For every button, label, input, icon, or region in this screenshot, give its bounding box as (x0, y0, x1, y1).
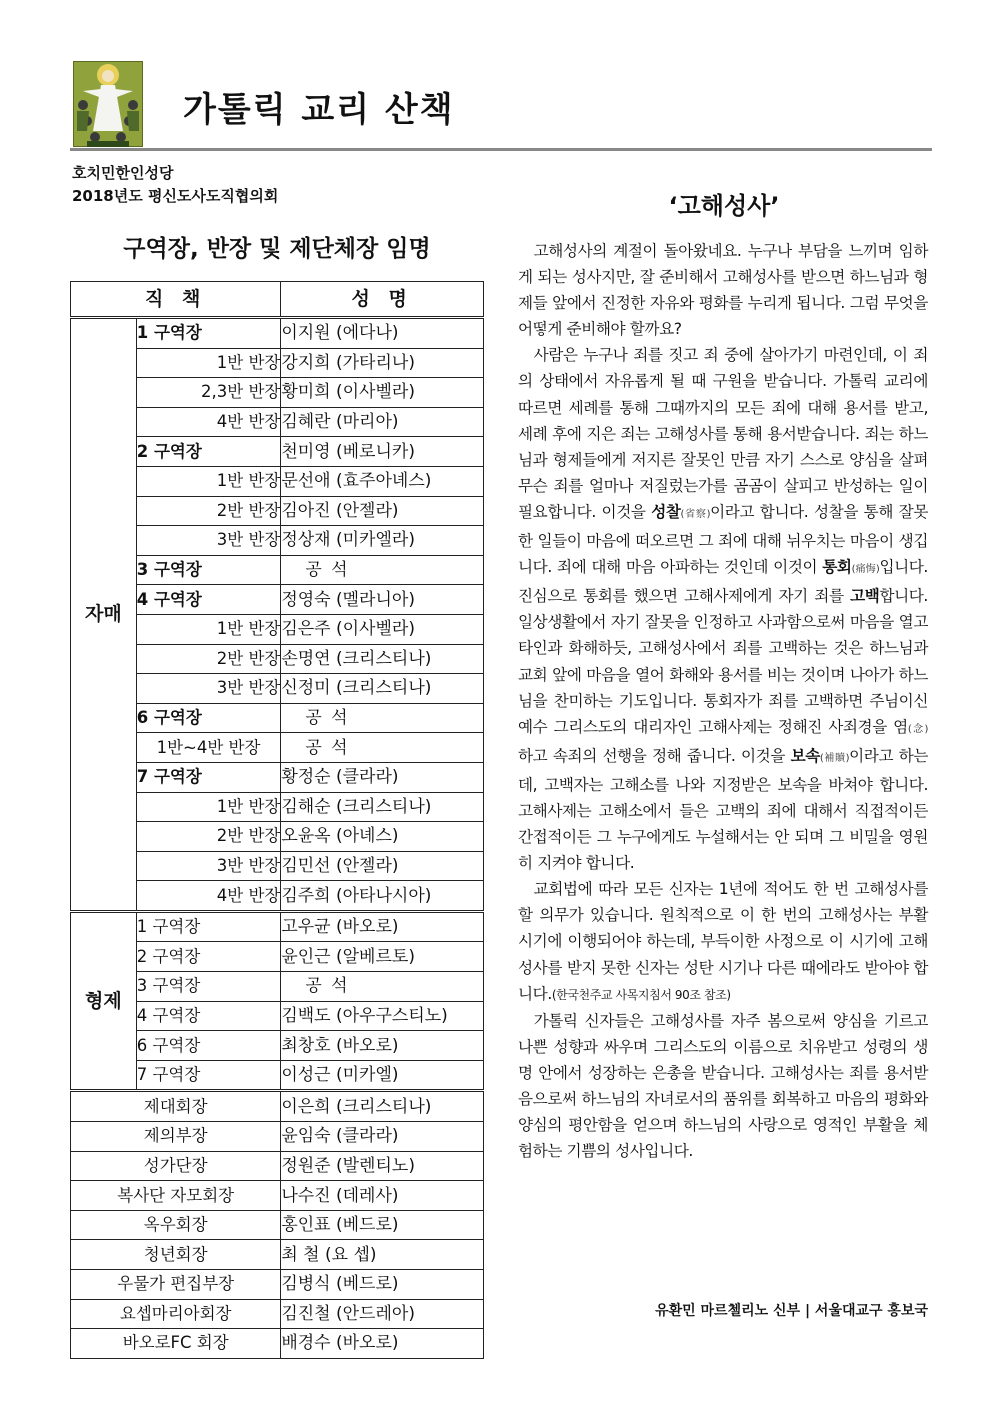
position-cell: 복사단 자모회장 (71, 1181, 281, 1211)
name-cell: 신정미 (크리스티나) (281, 674, 484, 704)
table-row (71, 1122, 484, 1152)
name-cell: 황미희 (이사벨라) (281, 378, 484, 408)
name-cell: 최창호 (바오로) (281, 1031, 484, 1061)
name-cell: 이은희 (크리스티나) (281, 1091, 484, 1122)
table-row (71, 1151, 484, 1181)
position-cell: 3 구역장 (136, 555, 281, 585)
article-title: ‘고해성사’ (668, 192, 780, 220)
table-row (71, 318, 484, 349)
table-row (71, 1240, 484, 1270)
position-cell: 7 구역장 (136, 1060, 281, 1091)
article-paragraph: 가톨릭 신자들은 고해성사를 자주 봄으로써 양심을 기르고 나쁜 성향과 싸우며 그리스도의 이름으로 치유받고 성령의 생명 안에서 성장하는 은총을 받습니다. 고해성사는 죄를 용서받음으로써 하느님의 자녀로서의 품위를 회복하고 마음의 평화와 양심의 평안함을 얻으며 하느님의 사랑으로 영적인 부활을 체험하는 기쁨의 성사입니다. (518, 1011, 928, 1161)
name-cell: 강지희 (가타리나) (281, 348, 484, 378)
appointment-table (70, 281, 484, 1359)
position-cell: 1반 반장 (136, 348, 281, 378)
article-body (518, 238, 928, 1164)
position-cell: 2,3반 반장 (136, 378, 281, 408)
name-cell: 황정순 (클라라) (281, 762, 484, 792)
position-cell: 2반 반장 (136, 822, 281, 852)
name-cell: 고우균 (바오로) (281, 911, 484, 942)
name-cell: 최 철 (요 셉) (281, 1240, 484, 1270)
table-row (71, 911, 484, 942)
name-cell: 정원준 (발렌티노) (281, 1151, 484, 1181)
name-cell: 김은주 (이사벨라) (281, 614, 484, 644)
position-cell: 1반~4반 반장 (136, 733, 281, 763)
name-column-header: 성 명 (281, 282, 484, 318)
name-cell: 김진철 (안드레아) (281, 1299, 484, 1329)
name-cell: 손명연 (크리스티나) (281, 644, 484, 674)
name-cell: 정상재 (미카엘라) (281, 526, 484, 556)
position-cell: 성가단장 (71, 1151, 281, 1181)
name-cell: 문선애 (효주아녜스) (281, 466, 484, 496)
name-cell: 윤인근 (알베르토) (281, 942, 484, 972)
position-cell: 우물가 편집부장 (71, 1270, 281, 1300)
name-cell: 김혜란 (마리아) (281, 407, 484, 437)
author-credit: 유환민 마르첼리노 신부 | 서울대교구 홍보국 (655, 1303, 928, 1319)
position-cell: 4반 반장 (136, 407, 281, 437)
name-cell: 공 석 (281, 972, 484, 1002)
name-cell: 김백도 (아우구스티노) (281, 1001, 484, 1031)
table-row (71, 1299, 484, 1329)
name-cell: 오윤옥 (아녜스) (281, 822, 484, 852)
position-cell: 2반 반장 (136, 496, 281, 526)
table-row (71, 1181, 484, 1211)
position-cell: 6 구역장 (136, 703, 281, 733)
position-cell: 1반 반장 (136, 614, 281, 644)
position-cell: 2반 반장 (136, 644, 281, 674)
position-cell: 4 구역장 (136, 1001, 281, 1031)
position-cell: 1반 반장 (136, 466, 281, 496)
table-row (71, 1270, 484, 1300)
article-paragraph: 교회법에 따라 모든 신자는 1년에 적어도 한 번 고해성사를 할 의무가 있습니다. 원칙적으로 이 한 번의 고해성사는 부활 시기에 이행되어야 하는데, 부득이한 사정으로 이 시기에 고해성사를 받지 못한 신자는 성탄 시기나 다른 때에라도 받아야 합니다.(한국천주교 사목지침서 90조 참조) (518, 880, 928, 1003)
parish-name: 호치민한인성당 (72, 164, 174, 182)
table-row (71, 1210, 484, 1240)
position-cell: 1 구역장 (136, 318, 281, 349)
name-cell: 정영숙 (멜라니아) (281, 585, 484, 615)
name-cell: 김병식 (베드로) (281, 1270, 484, 1300)
table-row (71, 1091, 484, 1122)
roster-title: 구역장, 반장 및 제단체장 임명 (123, 236, 431, 262)
article-paragraph: 고해성사의 계절이 돌아왔네요. 누구나 부담을 느끼며 임하게 되는 성사지만, 잘 준비해서 고해성사를 받으면 하느님과 형제들 앞에서 진정한 자유와 평화를 누리게 됩니다. 그럼 무엇을 어떻게 준비해야 할까요? (518, 242, 928, 339)
name-cell: 배경수 (바오로) (281, 1329, 484, 1359)
name-cell: 윤임숙 (클라라) (281, 1122, 484, 1152)
position-cell: 3반 반장 (136, 674, 281, 704)
position-cell: 4 구역장 (136, 585, 281, 615)
position-column-header: 직 책 (71, 282, 281, 318)
group-label-sisters: 자매 (71, 318, 137, 912)
table-header-row (71, 282, 484, 318)
position-cell: 2 구역장 (136, 942, 281, 972)
position-cell: 요셉마리아회장 (71, 1299, 281, 1329)
group-label-brothers: 형제 (71, 911, 137, 1091)
name-cell: 천미영 (베로니카) (281, 437, 484, 467)
name-cell: 공 석 (281, 703, 484, 733)
page-title: 가톨릭 교리 산책 (183, 90, 455, 130)
position-cell: 2 구역장 (136, 437, 281, 467)
organization-info (72, 162, 278, 208)
name-cell: 이지원 (에다나) (281, 318, 484, 349)
name-cell: 김아진 (안젤라) (281, 496, 484, 526)
name-cell: 홍인표 (베드로) (281, 1210, 484, 1240)
name-cell: 나수진 (데레사) (281, 1181, 484, 1211)
name-cell: 이성근 (미카엘) (281, 1060, 484, 1091)
term-bosok: 보속 (790, 746, 820, 765)
article-paragraph: 사람은 누구나 죄를 짓고 죄 중에 살아가기 마련인데, 이 죄의 상태에서 자유롭게 될 때 구원을 받습니다. 가톨릭 교리에 따르면 세례를 통해 그때까지의 모든 죄에 대해 용서를 받고, 세례 후에 지은 죄는 고해성사를 통해 용서받습니다. 죄는 하느님과 형제들에게 저지른 잘못인 만큼 자기 스스로 양심을 살펴 무슨 죄를 얼마나 저질렀는가를 곰곰이 살피고 반성하는 일이 필요합니다. 이것을 성찰(省察)이라고 합니다. 성찰을 통해 잘못한 일들이 마음에 떠오르면 그 죄에 대해 뉘우치는 마음이 생깁니다. 죄에 대해 마음 아파하는 것인데 이것이 통회(痛悔)입니다. 진심으로 통회를 했으면 고해사제에게 자기 죄를 고백합니다. 일상생활에서 자기 잘못을 인정하고 사과함으로써 마음을 열고 타인과 화해하듯, 고해성사에서 죄를 고백하는 것은 하느님과 교회 앞에 마음을 열어 화해와 용서를 비는 것이며 나아가 하느님을 찬미하는 기도입니다. 통회자가 죄를 고백하면 주님이신 예수 그리스도의 대리자인 고해사제는 정해진 사죄경을 염(念)하고 속죄의 선행을 정해 줍니다. 이것을 보속(補贖)이라고 하는데, 고백자는 고해소를 나와 지정받은 보속을 바쳐야 합니다. 고해사제는 고해소에서 들은 고백의 죄에 대해서 직접적이든 간접적이든 그 누구에게도 누설해서는 안 되며 그 비밀을 영원히 지켜야 합니다. (518, 346, 929, 873)
name-cell: 김민선 (안젤라) (281, 851, 484, 881)
position-cell: 바오로FC 회장 (71, 1329, 281, 1359)
name-cell: 공 석 (281, 555, 484, 585)
position-cell: 제대회장 (71, 1091, 281, 1122)
position-cell: 1 구역장 (136, 911, 281, 942)
term-tonghoe: 통회 (822, 558, 852, 577)
position-cell: 1반 반장 (136, 792, 281, 822)
roster-body (71, 318, 484, 1359)
position-cell: 제의부장 (71, 1122, 281, 1152)
position-cell: 3반 반장 (136, 851, 281, 881)
name-cell: 김주희 (아타나시아) (281, 881, 484, 912)
council-name: 2018년도 평신도사도직협의회 (72, 187, 279, 205)
term-seongchal: 성찰 (651, 502, 681, 521)
header-divider (70, 148, 932, 151)
reference-note: (한국천주교 사목지침서 90조 참조) (551, 987, 731, 1002)
position-cell: 4반 반장 (136, 881, 281, 912)
position-cell: 청년회장 (71, 1240, 281, 1270)
position-cell: 7 구역장 (136, 762, 281, 792)
position-cell: 3 구역장 (136, 972, 281, 1002)
position-cell: 3반 반장 (136, 526, 281, 556)
position-cell: 옥우회장 (71, 1210, 281, 1240)
name-cell: 김해순 (크리스티나) (281, 792, 484, 822)
parish-logo-image (73, 61, 143, 147)
name-cell: 공 석 (281, 733, 484, 763)
position-cell: 6 구역장 (136, 1031, 281, 1061)
term-gobaek: 고백 (850, 587, 880, 606)
table-row (71, 1329, 484, 1359)
